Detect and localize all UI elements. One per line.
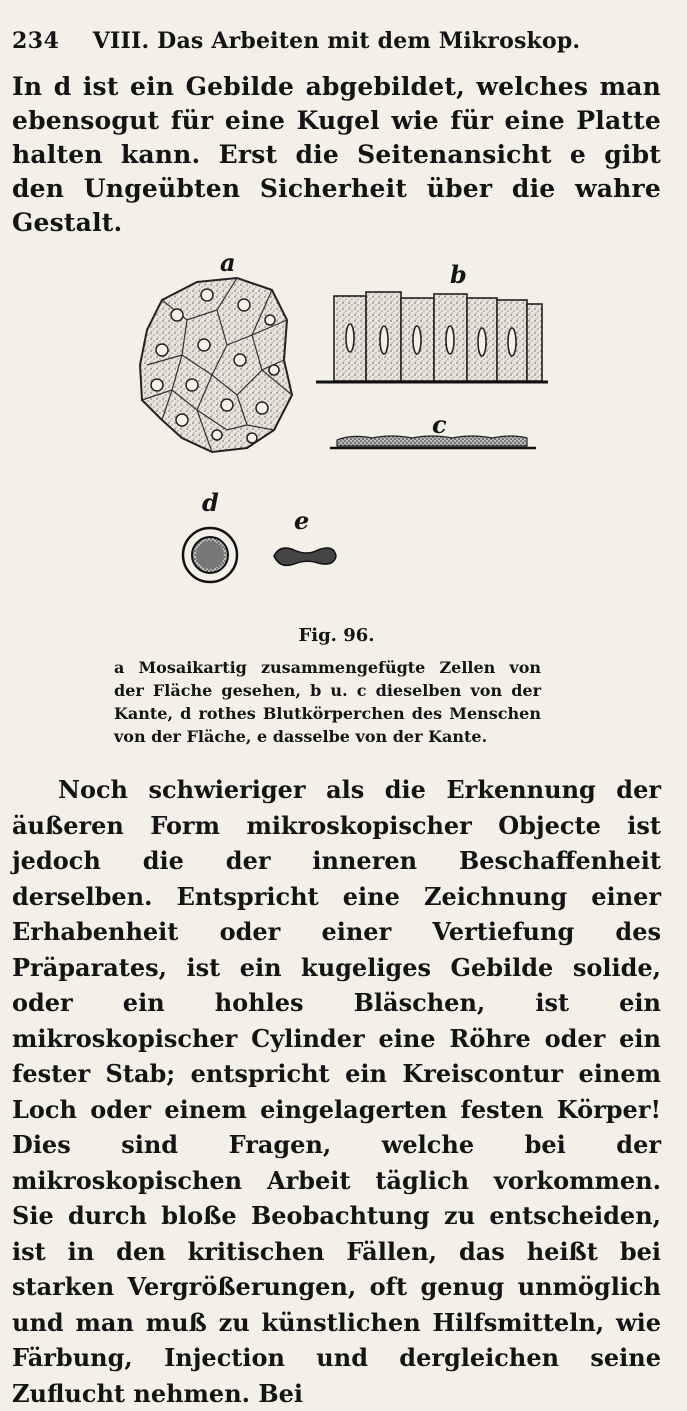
figure-label-b: b (450, 260, 467, 289)
cell-mosaic-a (140, 278, 292, 452)
figure-label-d: d (202, 488, 219, 517)
figure-number: Fig. 96. (298, 625, 375, 646)
figure-label-a: a (220, 248, 236, 277)
figure-caption: a Mosaikartig zusammengefügte Zellen von der Fläche gesehen, b u. c dieselben von der Kante, d rothes Blutkörperchen des Menschen von der Fläche, e dasselbe von der Kante. (114, 658, 541, 746)
page-number: 234 (12, 28, 60, 54)
figure-illustration (12, 260, 661, 625)
paragraph-main-text: Noch schwieriger als die Erkennung der äußeren Form mikroskopischer Objecte ist jedoch die der inneren Beschaffenheit derselben. Entspricht eine Zeichnung einer Erhabenheit oder einer Vertiefung des Präparates, ist ein kugeliges Gebilde solide, oder ein hohles Bläschen, ist ein mikroskopischer Cylinder eine Röhre oder ein fester Stab; entspricht ein Kreiscontur einem Loch oder einem eingelagerten festen Körper! Dies sind Fragen, welche bei der mikroskopischen Arbeit täglich vorkommen. Sie durch bloße Beobachtung zu entscheiden, ist in den kritischen Fällen, das heißt bei starken Vergrößerungen, oft genug unmöglich und man muß zu künstlichen Hilfsmitteln, wie Färbung, Injection und dergleichen seine Zuflucht nehmen. Bei (12, 775, 661, 1408)
blood-cell-d (183, 528, 237, 582)
figure-96 (12, 248, 661, 625)
paragraph-main (12, 772, 661, 1411)
cell-row-b (316, 292, 548, 382)
running-head: VIII. Das Arbeiten mit dem Mikroskop. (92, 28, 581, 54)
figure-label-c: c (432, 410, 447, 439)
paragraph-intro: In d ist ein Gebilde abgebildet, welches man ebensogut für eine Kugel wie für eine Platte halten kann. Erst die Seitenansicht e gibt den Ungeübten Sicherheit über die wahre Gestalt. (12, 72, 661, 237)
blood-cell-e (274, 548, 336, 565)
figure-label-e: e (294, 506, 310, 535)
page-header (12, 18, 661, 56)
